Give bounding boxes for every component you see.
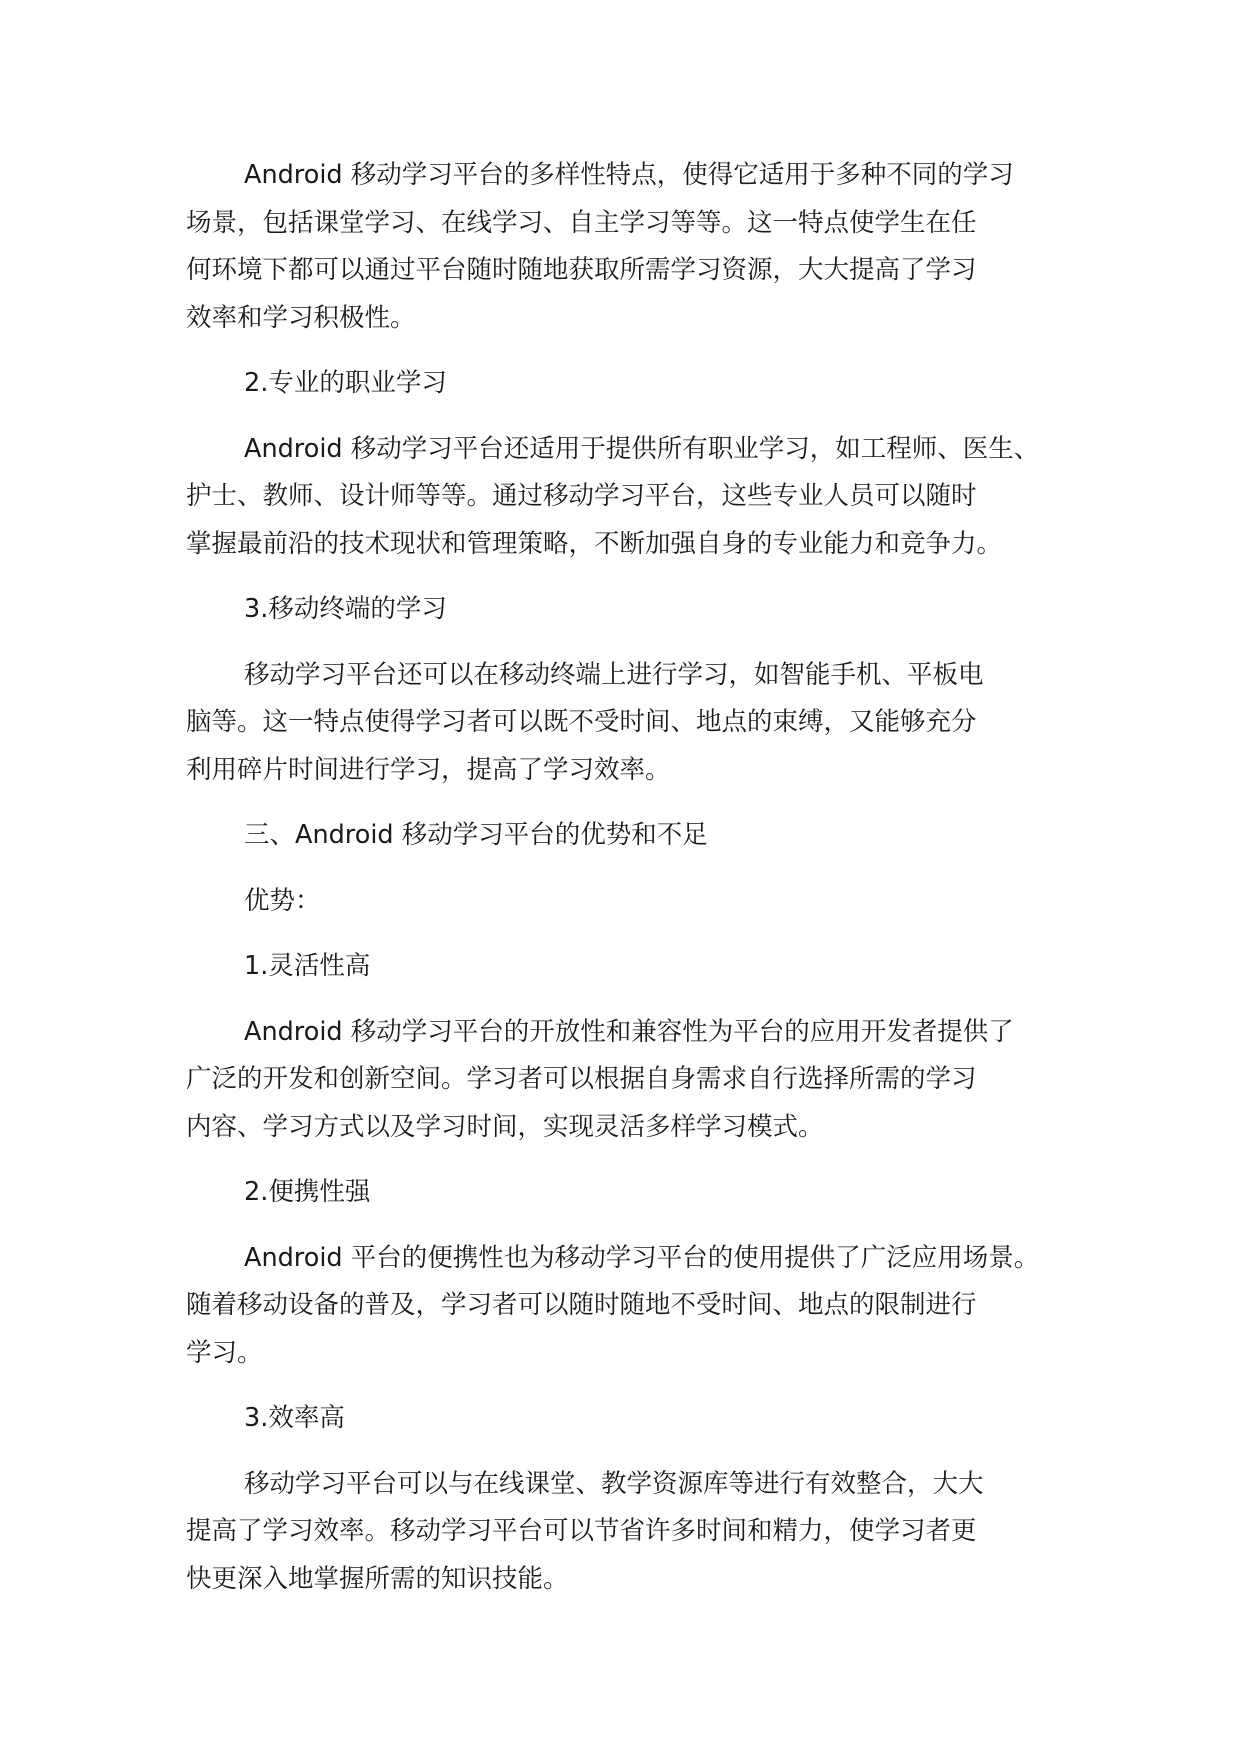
- text-line: 何环境下都可以通过平台随时随地获取所需学习资源，大大提高了学习: [186, 255, 977, 285]
- text-line: 快更深入地掌握所需的知识技能。: [186, 1563, 569, 1594]
- heading-text: 3.效率高: [244, 1403, 345, 1433]
- text-line: Android 移动学习平台的多样性特点，使得它适用于多种不同的学习: [244, 160, 1014, 190]
- text-line: 内容、学习方式以及学习时间，实现灵活多样学习模式。: [186, 1111, 824, 1142]
- heading-text: 2.专业的职业学习: [244, 368, 447, 398]
- heading-text: 1.灵活性高: [244, 951, 371, 981]
- paragraph-flexibility: [186, 1009, 1066, 1152]
- text-line: 随着移动设备的普及，学习者可以随时随地不受时间、地点的限制进行: [186, 1290, 977, 1320]
- text-line: 学习。: [186, 1337, 263, 1368]
- heading-section-three: [186, 812, 1066, 860]
- text-line: Android 平台的便携性也为移动学习平台的使用提供了广泛应用场景。: [244, 1242, 1040, 1273]
- text-line: Android 移动学习平台的开放性和兼容性为平台的应用开发者提供了: [244, 1016, 1014, 1047]
- paragraph-diversity: [186, 152, 1066, 342]
- heading-text: 3.移动终端的学习: [244, 594, 447, 624]
- heading-portability: [186, 1169, 1066, 1217]
- heading-efficiency: [186, 1395, 1066, 1443]
- heading-text: 优势：: [244, 885, 321, 916]
- heading-flexibility: [186, 943, 1066, 991]
- text-line: 移动学习平台还可以在移动终端上进行学习，如智能手机、平板电: [244, 659, 984, 690]
- paragraph-professional: [186, 426, 1066, 569]
- paragraph-portability: [186, 1235, 1066, 1378]
- heading-text: 三、Android 移动学习平台的优势和不足: [244, 820, 708, 850]
- text-line: 提高了学习效率。移动学习平台可以节省许多时间和精力，使学习者更: [186, 1516, 977, 1546]
- heading-mobile-terminal: [186, 586, 1066, 634]
- heading-professional-learning: [186, 360, 1066, 408]
- heading-advantages: [186, 878, 1066, 926]
- paragraph-mobile-terminal: [186, 652, 1066, 795]
- text-line: 移动学习平台可以与在线课堂、教学资源库等进行有效整合，大大: [244, 1468, 984, 1499]
- document-body: [186, 152, 1066, 1621]
- paragraph-efficiency: [186, 1461, 1066, 1604]
- heading-text: 2.便携性强: [244, 1177, 371, 1207]
- text-line: 利用碎片时间进行学习，提高了学习效率。: [186, 754, 671, 785]
- text-line: 广泛的开发和创新空间。学习者可以根据自身需求自行选择所需的学习: [186, 1064, 977, 1094]
- text-line: 脑等。这一特点使得学习者可以既不受时间、地点的束缚，又能够充分: [186, 707, 977, 737]
- text-line: 护士、教师、设计师等等。通过移动学习平台，这些专业人员可以随时: [186, 481, 977, 511]
- text-line: 效率和学习积极性。: [186, 302, 416, 333]
- text-line: 掌握最前沿的技术现状和管理策略，不断加强自身的专业能力和竞争力。: [186, 528, 1003, 559]
- text-line: 场景，包括课堂学习、在线学习、自主学习等等。这一特点使学生在任: [186, 207, 977, 238]
- text-line: Android 移动学习平台还适用于提供所有职业学习，如工程师、医生、: [244, 433, 1040, 464]
